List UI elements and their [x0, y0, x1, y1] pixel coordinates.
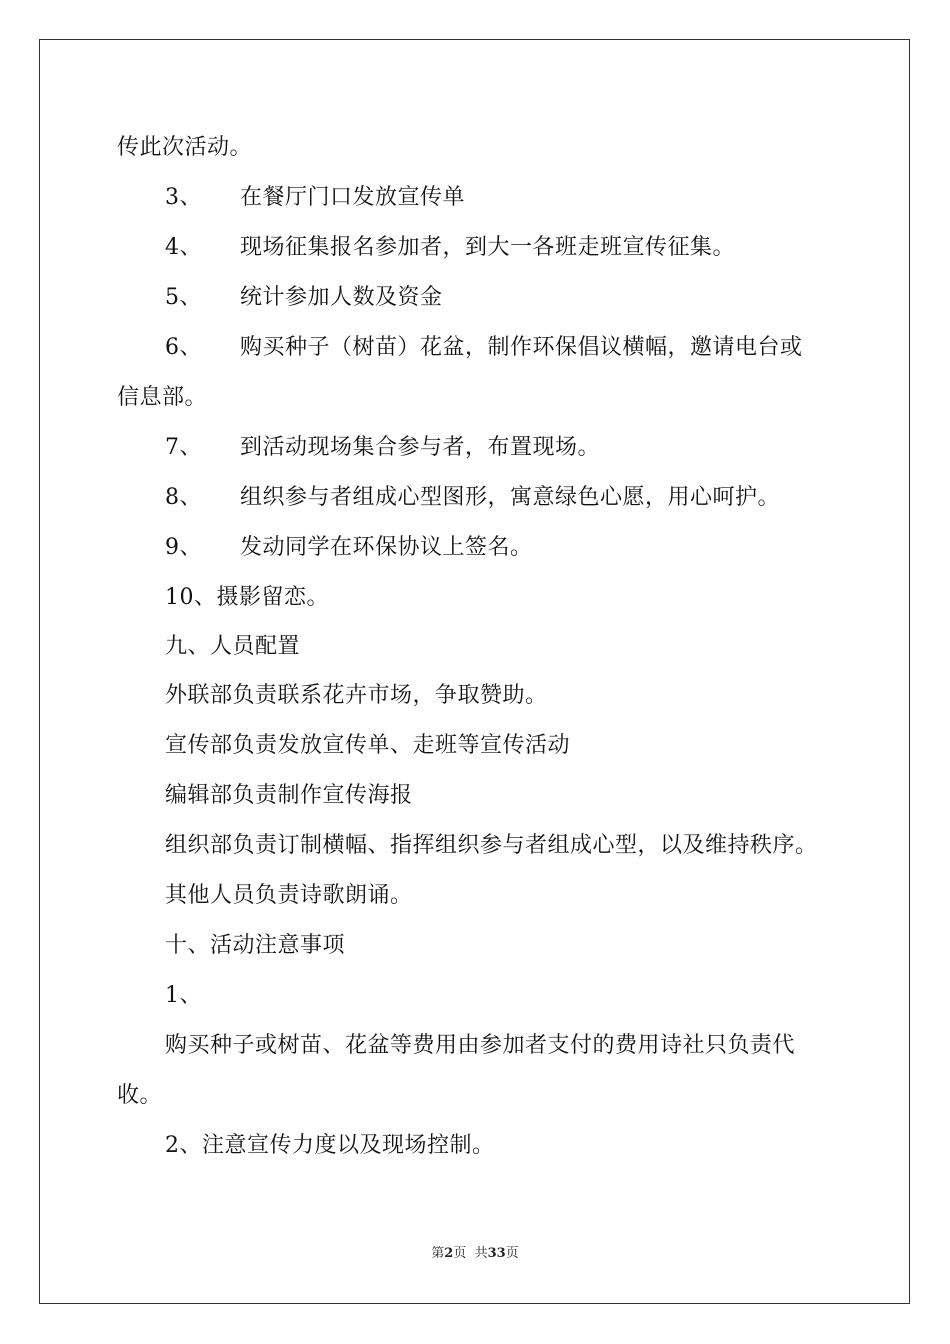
list-item: 1、 [165, 983, 202, 1008]
page-frame [39, 39, 910, 1304]
list-item: 4、 现场征集报名参加者，到大一各班走班宣传征集。 [165, 235, 736, 260]
text-line: 购买种子或树苗、花盆等费用由参加者支付的费用诗社只负责代 [165, 1033, 796, 1058]
text-line: 其他人员负责诗歌朗诵。 [165, 883, 413, 908]
text-line: 外联部负责联系花卉市场，争取赞助。 [165, 683, 548, 708]
list-item: 10、摄影留恋。 [165, 585, 329, 610]
section-heading: 十、活动注意事项 [165, 933, 346, 958]
list-item: 7、 到活动现场集合参与者，布置现场。 [165, 435, 601, 460]
list-item: 2、注意宣传力度以及现场控制。 [165, 1133, 495, 1158]
text-line: 信息部。 [117, 385, 208, 410]
list-item: 9、 发动同学在环保协议上签名。 [165, 535, 533, 560]
text-line: 编辑部负责制作宣传海报 [165, 783, 413, 808]
current-page-number: 2 [444, 1246, 454, 1261]
page-footer: 第2页 共33页 [431, 1246, 519, 1261]
total-page-count: 33 [487, 1246, 506, 1261]
text-line: 宣传部负责发放宣传单、走班等宣传活动 [165, 733, 571, 758]
text-line: 传此次活动。 [117, 135, 253, 160]
list-item: 8、 组织参与者组成心型图形，寓意绿色心愿，用心呵护。 [165, 485, 781, 510]
text-line: 收。 [117, 1083, 163, 1108]
list-item: 5、 统计参加人数及资金 [165, 285, 443, 310]
list-item: 6、 购买种子（树苗）花盆，制作环保倡议横幅，邀请电台或 [165, 335, 803, 360]
section-heading: 九、人员配置 [165, 634, 301, 659]
text-line: 组织部负责订制横幅、指挥组织参与者组成心型，以及维持秩序。 [165, 833, 818, 858]
list-item: 3、 在餐厅门口发放宣传单 [165, 185, 466, 210]
